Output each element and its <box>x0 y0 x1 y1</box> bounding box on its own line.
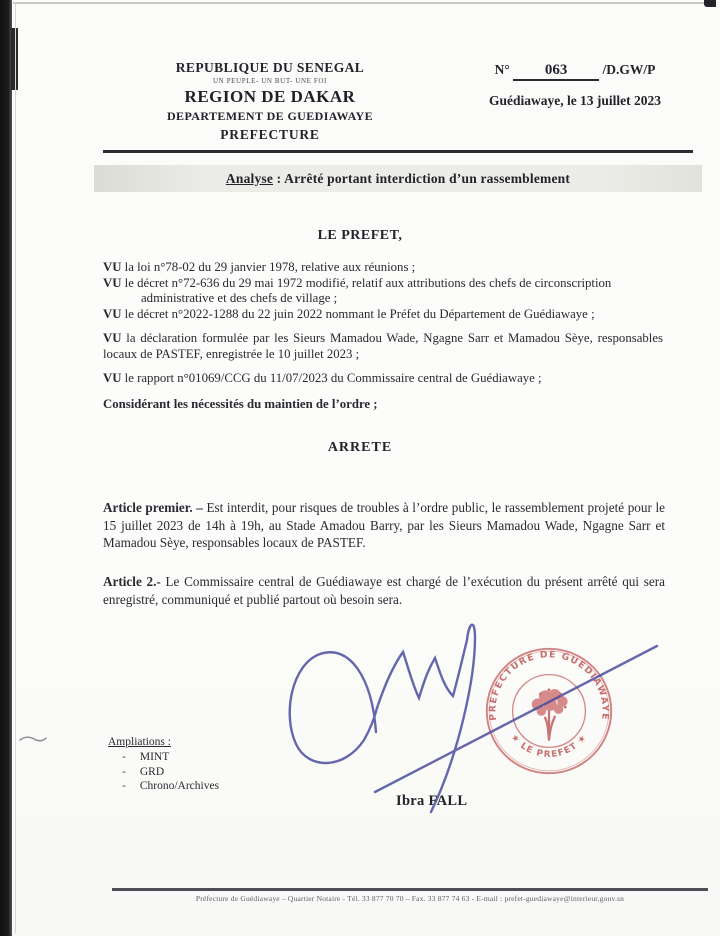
national-motto: UN PEUPLE- UN BUT- UNE FOI <box>213 77 327 85</box>
vu-clause <box>103 307 663 323</box>
country-title: REPUBLIQUE DU SENEGAL <box>175 60 365 75</box>
numero-suffix: /D.GW/P <box>602 62 656 77</box>
vu-text: la loi n°78-02 du 29 janvier 1978, relative aux réunions ; <box>121 260 416 274</box>
arrete-heading: ARRETE <box>327 440 393 455</box>
prefecture-title: PREFECTURE <box>220 127 320 142</box>
pen-mark <box>18 733 48 745</box>
analyse-label: Analyse <box>225 170 274 186</box>
vu-prefix: VU <box>103 275 122 290</box>
department-title: DEPARTEMENT DE GUEDIAWAYE <box>166 109 374 123</box>
vu-prefix: VU <box>103 331 122 345</box>
vu-clause <box>103 276 663 307</box>
prefect-salutation: LE PREFET, <box>317 228 403 243</box>
vu-clauses <box>103 260 663 412</box>
place-and-date: Guédiawaye, le 13 juillet 2023 <box>488 93 662 108</box>
scan-left-border <box>0 0 12 936</box>
analyse-highlight-band <box>94 165 702 192</box>
ampliation-label: Chrono/Archives <box>139 780 220 792</box>
article-label: Article 2.- <box>103 574 161 590</box>
vu-clause <box>103 371 663 387</box>
vu-prefix: VU <box>103 260 122 274</box>
vu-text: la déclaration formulée par les Sieurs Mamadou Wade, Ngagne Sarr et Mamadou Sèye, responsables locaux de PASTEF, enregistrée le 10 juillet 2023 ; <box>103 331 663 361</box>
analyse-line <box>226 171 570 187</box>
article-text: Est interdit, pour risques de troubles à l’ordre public, le rassemblement projeté pour le 15 juillet 2023 de 14h à 19h, au Stade Amadou Barry, par les Sieurs Mamadou Wade, Ngagne Sarr et Mamadou Sèye, responsables locaux de PASTEF. <box>103 500 665 551</box>
considerant-clause: Considérant les nécessités du maintien de l’ordre ; <box>103 396 378 411</box>
scan-top-edge-line <box>13 2 713 4</box>
scan-left-edge-line <box>15 3 16 933</box>
ampliations-block <box>108 736 219 794</box>
article-premier <box>103 499 665 552</box>
letterhead-right <box>450 62 700 109</box>
header-divider <box>103 150 693 153</box>
ampliation-item <box>108 750 219 765</box>
scan-corner-mark <box>704 0 716 7</box>
vu-clause <box>103 331 663 362</box>
ampliation-label: MINT <box>139 751 170 763</box>
numero-value: 063 <box>513 62 599 81</box>
document-number <box>450 62 700 81</box>
dash-bullet: - <box>122 751 126 763</box>
vu-text: le décret n°72-636 du 29 mai 1972 modifié, relatif aux attributions des chefs de circonscription administrative et des chefs de village ; <box>121 275 612 305</box>
footer-contact-line: Préfecture de Guédiawaye – Quartier Notaire - Tél. 33 877 70 70 – Fax. 33 877 74 63 - E-mail : prefet-guediawaye@interieur.gouv.sn <box>195 894 625 903</box>
signatory-name: Ibra FALL <box>396 793 468 809</box>
footer-divider <box>112 888 708 891</box>
ampliation-item <box>108 779 219 794</box>
ampliations-title: Ampliations : <box>108 736 171 748</box>
analyse-subject: : Arrêté portant interdiction d’un rassemblement <box>273 170 571 186</box>
dash-bullet: - <box>122 780 126 792</box>
ampliation-label: GRD <box>139 765 165 778</box>
signature-ink <box>280 612 680 820</box>
article-label: Article premier. – <box>103 500 203 516</box>
vu-clause <box>103 260 663 276</box>
article-text: Le Commissaire central de Guédiawaye est chargé de l’exécution du présent arrêté qui sera enregistré, communiqué et publié partout où besoin sera. <box>103 574 665 607</box>
region-title: REGION DE DAKAR <box>184 87 356 106</box>
vu-text: le décret n°2022-1288 du 22 juin 2022 nommant le Préfet du Département de Guédiawaye ; <box>121 306 595 321</box>
letterhead-left <box>96 60 444 143</box>
vu-prefix: VU <box>103 306 122 321</box>
ampliation-item <box>108 765 219 780</box>
article-2 <box>103 573 665 608</box>
vu-prefix: VU <box>103 371 122 385</box>
stamp-top-text: PREFECTURE DE GUEDIAWAYE <box>487 649 611 722</box>
numero-prefix: N° <box>494 62 510 77</box>
dash-bullet: - <box>122 765 126 778</box>
stamp-bottom-text: ★ LE PREFET ★ <box>508 732 590 760</box>
vu-text: le rapport n°01069/CCG du 11/07/2023 du Commissaire central de Guédiawaye ; <box>121 371 542 385</box>
